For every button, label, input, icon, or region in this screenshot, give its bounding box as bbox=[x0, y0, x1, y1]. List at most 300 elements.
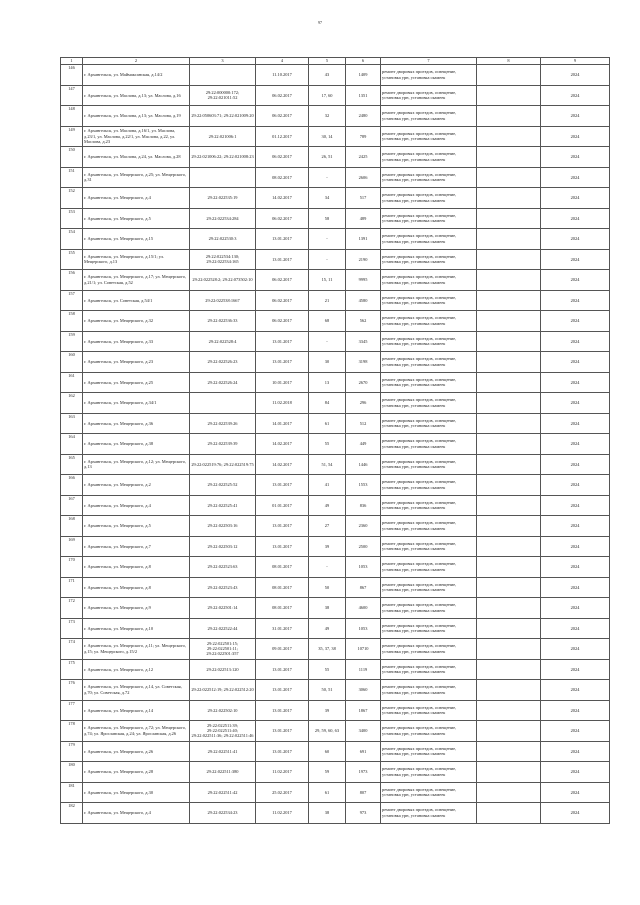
cadastral-cell: 29:22:022538:1667 bbox=[190, 290, 256, 311]
date-cell: 08.02.2017 bbox=[256, 167, 309, 188]
table-row bbox=[61, 454, 610, 475]
row-number: 150 bbox=[61, 147, 83, 168]
date-cell: 06.02.2017 bbox=[256, 147, 309, 168]
year-cell: 2024 bbox=[541, 311, 610, 332]
cadastral-cell: 29:22:022523:43 bbox=[190, 577, 256, 598]
date-cell: 11.02.2017 bbox=[256, 762, 309, 783]
number-cell: 49 bbox=[309, 495, 346, 516]
date-cell: 13.01.2017 bbox=[256, 475, 309, 496]
area-cell: 1409 bbox=[346, 65, 381, 86]
table-row bbox=[61, 762, 610, 783]
cadastral-cell: 29:22:022512:19; 29:22:022512:20 bbox=[190, 680, 256, 701]
works-cell: ремонт дворовых проездов, освещение, установка урн, установка скамеек bbox=[381, 536, 477, 557]
address-cell: г. Архангельск, ул. Мещерского, д.30 bbox=[83, 782, 190, 803]
table-row bbox=[61, 311, 610, 332]
address-cell: г. Архангельск, ул. Мещерского, д.15 bbox=[83, 229, 190, 250]
year-cell: 2024 bbox=[541, 803, 610, 824]
row-number: 162 bbox=[61, 393, 83, 414]
year-cell: 2024 bbox=[541, 639, 610, 660]
header-cell: 2 bbox=[83, 58, 190, 65]
notes-cell bbox=[477, 85, 541, 106]
notes-cell bbox=[477, 413, 541, 434]
date-cell: 25.02.2017 bbox=[256, 782, 309, 803]
notes-cell bbox=[477, 290, 541, 311]
area-cell: 1053 bbox=[346, 557, 381, 578]
area-cell: 1867 bbox=[346, 700, 381, 721]
number-cell: 55 bbox=[309, 659, 346, 680]
works-cell: ремонт дворовых проездов, освещение, установка урн, установка скамеек bbox=[381, 249, 477, 270]
address-cell: г. Архангельск, ул. Мещерского, д.25; ул. Мещерского, д.31 bbox=[83, 167, 190, 188]
table-row bbox=[61, 167, 610, 188]
works-cell: ремонт дворовых проездов, освещение, установка урн, установка скамеек bbox=[381, 454, 477, 475]
cadastral-cell: 29:22:022539:39 bbox=[190, 434, 256, 455]
table-row bbox=[61, 249, 610, 270]
works-cell: ремонт дворовых проездов, освещение, установка урн, установка скамеек bbox=[381, 741, 477, 762]
header-row bbox=[61, 58, 610, 65]
table-row bbox=[61, 741, 610, 762]
area-cell: 296 bbox=[346, 393, 381, 414]
table-row bbox=[61, 372, 610, 393]
works-cell: ремонт дворовых проездов, освещение, установка урн, установка скамеек bbox=[381, 290, 477, 311]
area-cell: 3060 bbox=[346, 680, 381, 701]
area-cell: 489 bbox=[346, 208, 381, 229]
works-cell: ремонт дворовых проездов, освещение, установка урн, установка скамеек bbox=[381, 803, 477, 824]
table-row bbox=[61, 229, 610, 250]
year-cell: 2024 bbox=[541, 188, 610, 209]
cadastral-cell: 29:22:022511:42 bbox=[190, 782, 256, 803]
table-row bbox=[61, 598, 610, 619]
year-cell: 2024 bbox=[541, 454, 610, 475]
date-cell: 11.10.2017 bbox=[256, 65, 309, 86]
cadastral-cell: 29:22:022525:52 bbox=[190, 475, 256, 496]
year-cell: 2024 bbox=[541, 249, 610, 270]
year-cell: 2024 bbox=[541, 434, 610, 455]
row-number: 157 bbox=[61, 290, 83, 311]
works-cell: ремонт дворовых проездов, освещение, установка урн, установка скамеек bbox=[381, 618, 477, 639]
notes-cell bbox=[477, 639, 541, 660]
notes-cell bbox=[477, 700, 541, 721]
notes-cell bbox=[477, 270, 541, 291]
date-cell: 06.02.2017 bbox=[256, 208, 309, 229]
notes-cell bbox=[477, 311, 541, 332]
year-cell: 2024 bbox=[541, 65, 610, 86]
notes-cell bbox=[477, 577, 541, 598]
notes-cell bbox=[477, 536, 541, 557]
cadastral-cell: 29:22:022534:130; 29:22:022534:165 bbox=[190, 249, 256, 270]
notes-cell bbox=[477, 372, 541, 393]
table-row bbox=[61, 331, 610, 352]
works-cell: ремонт дворовых проездов, освещение, установка урн, установка скамеек bbox=[381, 721, 477, 742]
area-cell: 1553 bbox=[346, 475, 381, 496]
year-cell: 2024 bbox=[541, 393, 610, 414]
table-row bbox=[61, 700, 610, 721]
works-cell: ремонт дворовых проездов, освещение, установка урн, установка скамеек bbox=[381, 106, 477, 127]
cadastral-cell: 29:22:021006:1 bbox=[190, 126, 256, 147]
notes-cell bbox=[477, 803, 541, 824]
number-cell: 30 bbox=[309, 352, 346, 373]
works-cell: ремонт дворовых проездов, освещение, установка урн, установка скамеек bbox=[381, 393, 477, 414]
notes-cell bbox=[477, 126, 541, 147]
area-cell: 512 bbox=[346, 413, 381, 434]
area-cell: 1446 bbox=[346, 454, 381, 475]
year-cell: 2024 bbox=[541, 372, 610, 393]
notes-cell bbox=[477, 167, 541, 188]
year-cell: 2024 bbox=[541, 659, 610, 680]
number-cell: 58 bbox=[309, 208, 346, 229]
area-cell: 4580 bbox=[346, 290, 381, 311]
row-number: 148 bbox=[61, 106, 83, 127]
area-cell: 2670 bbox=[346, 372, 381, 393]
table-row bbox=[61, 577, 610, 598]
row-number: 181 bbox=[61, 782, 83, 803]
number-cell: 29, 59, 60, 63 bbox=[309, 721, 346, 742]
year-cell: 2024 bbox=[541, 352, 610, 373]
header-cell: 1 bbox=[61, 58, 83, 65]
notes-cell bbox=[477, 721, 541, 742]
number-cell: 15, 11 bbox=[309, 270, 346, 291]
row-number: 169 bbox=[61, 536, 83, 557]
row-number: 177 bbox=[61, 700, 83, 721]
area-cell: 2360 bbox=[346, 516, 381, 537]
works-cell: ремонт дворовых проездов, освещение, установка урн, установка скамеек bbox=[381, 516, 477, 537]
address-cell: г. Архангельск, ул. Маслова, д.16/1, ул. Маслова, д.23/1, ул. Маслова, д.22/1, ул. Маслова, д.22, ул. Маслова, д.23 bbox=[83, 126, 190, 147]
date-cell: 01.12.2017 bbox=[256, 126, 309, 147]
address-cell: г. Архангельск, ул. Мещерского, д.12; ул. Мещерского, д.13 bbox=[83, 454, 190, 475]
row-number: 166 bbox=[61, 475, 83, 496]
number-cell: 61 bbox=[309, 413, 346, 434]
number-cell: 51, 54 bbox=[309, 454, 346, 475]
row-number: 163 bbox=[61, 413, 83, 434]
number-cell: 61 bbox=[309, 782, 346, 803]
row-number: 168 bbox=[61, 516, 83, 537]
row-number: 182 bbox=[61, 803, 83, 824]
row-number: 159 bbox=[61, 331, 83, 352]
notes-cell bbox=[477, 598, 541, 619]
table-row bbox=[61, 680, 610, 701]
works-cell: ремонт дворовых проездов, освещение, установка урн, установка скамеек bbox=[381, 147, 477, 168]
number-cell: 32 bbox=[309, 106, 346, 127]
notes-cell bbox=[477, 352, 541, 373]
table-body bbox=[61, 65, 610, 824]
notes-cell bbox=[477, 208, 541, 229]
area-cell: 517 bbox=[346, 188, 381, 209]
row-number: 154 bbox=[61, 229, 83, 250]
date-cell: 11.02.2017 bbox=[256, 803, 309, 824]
cadastral-cell: 29:22:022528:4 bbox=[190, 331, 256, 352]
notes-cell bbox=[477, 680, 541, 701]
date-cell: 06.02.2017 bbox=[256, 311, 309, 332]
table-row bbox=[61, 106, 610, 127]
address-cell: г. Архангельск, ул. Мещерского, д.8 bbox=[83, 577, 190, 598]
table-row bbox=[61, 413, 610, 434]
cadastral-cell: 29:22:022513:120 bbox=[190, 659, 256, 680]
table-row bbox=[61, 557, 610, 578]
number-cell: 34 bbox=[309, 188, 346, 209]
area-cell: 449 bbox=[346, 434, 381, 455]
address-cell: г. Архангельск, ул. Мещерского, д.14, ул. Советская, д.70; ул. Советская, д.72 bbox=[83, 680, 190, 701]
row-number: 146 bbox=[61, 65, 83, 86]
address-cell: г. Архангельск, ул. Мещерского, д.5 bbox=[83, 516, 190, 537]
table-row bbox=[61, 393, 610, 414]
cadastral-cell: 29:22:022536:33 bbox=[190, 311, 256, 332]
works-cell: ремонт дворовых проездов, освещение, установка урн, установка скамеек bbox=[381, 434, 477, 455]
row-number: 173 bbox=[61, 618, 83, 639]
area-cell: 1351 bbox=[346, 85, 381, 106]
area-cell: 789 bbox=[346, 126, 381, 147]
number-cell: 84 bbox=[309, 393, 346, 414]
year-cell: 2024 bbox=[541, 475, 610, 496]
year-cell: 2024 bbox=[541, 700, 610, 721]
cadastral-cell: 29:22:022535:19 bbox=[190, 188, 256, 209]
cadastral-cell bbox=[190, 167, 256, 188]
table-row bbox=[61, 782, 610, 803]
cadastral-cell: 29:22:022501:15; 29:22:022501:11; 29:22:022501:357 bbox=[190, 639, 256, 660]
year-cell: 2024 bbox=[541, 680, 610, 701]
year-cell: 2024 bbox=[541, 290, 610, 311]
area-cell: 2190 bbox=[346, 249, 381, 270]
notes-cell bbox=[477, 495, 541, 516]
number-cell: 41 bbox=[309, 475, 346, 496]
address-cell: г. Архангельск, ул. Мещерского, д.26 bbox=[83, 741, 190, 762]
date-cell: 13.01.2017 bbox=[256, 659, 309, 680]
notes-cell bbox=[477, 782, 541, 803]
area-cell: 867 bbox=[346, 577, 381, 598]
row-number: 174 bbox=[61, 639, 83, 660]
area-cell: 2425 bbox=[346, 147, 381, 168]
cadastral-cell bbox=[190, 393, 256, 414]
table-row bbox=[61, 126, 610, 147]
year-cell: 2024 bbox=[541, 762, 610, 783]
table-row bbox=[61, 188, 610, 209]
address-cell: г. Архангельск, ул. Мещерского, д.15/1; ул. Мещерского, д.13 bbox=[83, 249, 190, 270]
row-number: 167 bbox=[61, 495, 83, 516]
works-cell: ремонт дворовых проездов, освещение, установка урн, установка скамеек bbox=[381, 577, 477, 598]
number-cell: - bbox=[309, 331, 346, 352]
cadastral-cell: 29:22:022526:24 bbox=[190, 372, 256, 393]
table-row bbox=[61, 352, 610, 373]
notes-cell bbox=[477, 659, 541, 680]
cadastral-cell: 29:22:022534:23 bbox=[190, 803, 256, 824]
date-cell: 13.01.2017 bbox=[256, 229, 309, 250]
cadastral-cell: 29:22:022522:44 bbox=[190, 618, 256, 639]
header-cell: 3 bbox=[190, 58, 256, 65]
cadastral-cell: 29:22:021006:22; 29:22:021008:23 bbox=[190, 147, 256, 168]
table-row bbox=[61, 495, 610, 516]
year-cell: 2024 bbox=[541, 536, 610, 557]
works-cell: ремонт дворовых проездов, освещение, установка урн, установка скамеек bbox=[381, 208, 477, 229]
year-cell: 2024 bbox=[541, 85, 610, 106]
yards-table bbox=[60, 57, 610, 824]
cadastral-cell bbox=[190, 65, 256, 86]
year-cell: 2024 bbox=[541, 270, 610, 291]
area-cell: 3198 bbox=[346, 352, 381, 373]
header-cell: 9 bbox=[541, 58, 610, 65]
notes-cell bbox=[477, 762, 541, 783]
notes-cell bbox=[477, 249, 541, 270]
address-cell: г. Архангельск, ул. Мещерского, д.4 bbox=[83, 495, 190, 516]
area-cell: 3345 bbox=[346, 331, 381, 352]
notes-cell bbox=[477, 434, 541, 455]
works-cell: ремонт дворовых проездов, освещение, установка урн, установка скамеек bbox=[381, 413, 477, 434]
cadastral-cell: 29:22:022528:2; 29:22:073502:10 bbox=[190, 270, 256, 291]
notes-cell bbox=[477, 741, 541, 762]
date-cell: 14.02.2017 bbox=[256, 188, 309, 209]
row-number: 160 bbox=[61, 352, 83, 373]
address-cell: г. Архангельск, ул. Мещерского, д.14 bbox=[83, 700, 190, 721]
address-cell: г. Архангельск, ул. Мещерского, д.9 bbox=[83, 598, 190, 619]
date-cell: 13.01.2017 bbox=[256, 516, 309, 537]
works-cell: ремонт дворовых проездов, освещение, установка урн, установка скамеек bbox=[381, 331, 477, 352]
date-cell: 06.02.2017 bbox=[256, 290, 309, 311]
works-cell: ремонт дворовых проездов, освещение, установка урн, установка скамеек bbox=[381, 372, 477, 393]
row-number: 151 bbox=[61, 167, 83, 188]
cadastral-cell: 29:22:022503:12 bbox=[190, 536, 256, 557]
date-cell: 13.01.2017 bbox=[256, 249, 309, 270]
row-number: 180 bbox=[61, 762, 83, 783]
date-cell: 01.01.2017 bbox=[256, 495, 309, 516]
works-cell: ремонт дворовых проездов, освещение, установка урн, установка скамеек bbox=[381, 782, 477, 803]
year-cell: 2024 bbox=[541, 147, 610, 168]
table-row bbox=[61, 85, 610, 106]
address-cell: г. Архангельск, ул. Маслова, д.24, ул. Маслова, д.28 bbox=[83, 147, 190, 168]
notes-cell bbox=[477, 188, 541, 209]
area-cell: 691 bbox=[346, 741, 381, 762]
row-number: 155 bbox=[61, 249, 83, 270]
area-cell: 836 bbox=[346, 495, 381, 516]
header-cell: 4 bbox=[256, 58, 309, 65]
works-cell: ремонт дворовых проездов, освещение, установка урн, установка скамеек bbox=[381, 598, 477, 619]
address-cell: г. Архангельск, ул. Мещерского, д.11; ул. Мещерского, д.15; ул. Мещерского, д.15/2 bbox=[83, 639, 190, 660]
notes-cell bbox=[477, 147, 541, 168]
date-cell: 13.01.2017 bbox=[256, 721, 309, 742]
cadastral-cell: 29:22:022534:284 bbox=[190, 208, 256, 229]
header-cell: 5 bbox=[309, 58, 346, 65]
cadastral-cell: 29:22:022511:41 bbox=[190, 741, 256, 762]
row-number: 172 bbox=[61, 598, 83, 619]
notes-cell bbox=[477, 229, 541, 250]
row-number: 152 bbox=[61, 188, 83, 209]
date-cell: 08.01.2017 bbox=[256, 577, 309, 598]
number-cell: 39 bbox=[309, 700, 346, 721]
number-cell: 49 bbox=[309, 618, 346, 639]
date-cell: 14.02.2017 bbox=[256, 434, 309, 455]
address-cell: г. Архангельск, ул. Мещерского, д.2 bbox=[83, 475, 190, 496]
works-cell: ремонт дворовых проездов, освещение, установка урн, установка скамеек bbox=[381, 188, 477, 209]
works-cell: ремонт дворовых проездов, освещение, установка урн, установка скамеек bbox=[381, 311, 477, 332]
year-cell: 2024 bbox=[541, 229, 610, 250]
address-cell: г. Архангельск, ул. Мещерского, д.32 bbox=[83, 311, 190, 332]
works-cell: ремонт дворовых проездов, освещение, установка урн, установка скамеек bbox=[381, 557, 477, 578]
table-row bbox=[61, 65, 610, 86]
cadastral-cell: 29:22:022539:26 bbox=[190, 413, 256, 434]
row-number: 153 bbox=[61, 208, 83, 229]
year-cell: 2024 bbox=[541, 618, 610, 639]
notes-cell bbox=[477, 106, 541, 127]
row-number: 156 bbox=[61, 270, 83, 291]
number-cell: 55 bbox=[309, 434, 346, 455]
date-cell: 06.02.2017 bbox=[256, 106, 309, 127]
area-cell: 3400 bbox=[346, 721, 381, 742]
year-cell: 2024 bbox=[541, 331, 610, 352]
area-cell: 1973 bbox=[346, 762, 381, 783]
address-cell: г. Архангельск, ул. Мещерского, д.33 bbox=[83, 331, 190, 352]
area-cell: 1119 bbox=[346, 659, 381, 680]
year-cell: 2024 bbox=[541, 516, 610, 537]
year-cell: 2024 bbox=[541, 721, 610, 742]
address-cell: г. Архангельск, ул. Мещерского, д.5 bbox=[83, 208, 190, 229]
works-cell: ремонт дворовых проездов, освещение, установка урн, установка скамеек bbox=[381, 700, 477, 721]
table-row bbox=[61, 721, 610, 742]
year-cell: 2024 bbox=[541, 167, 610, 188]
row-number: 176 bbox=[61, 680, 83, 701]
area-cell: 2480 bbox=[346, 106, 381, 127]
area-cell: 973 bbox=[346, 803, 381, 824]
address-cell: г. Архангельск, ул. Мещерского, д.4 bbox=[83, 188, 190, 209]
cadastral-cell: 29:22:022511:39; 29:22:022511:40; 29:22:022511:36; 29:22:022511:46 bbox=[190, 721, 256, 742]
cadastral-cell: 29:22:022501:14 bbox=[190, 598, 256, 619]
year-cell: 2024 bbox=[541, 598, 610, 619]
date-cell: 14.02.2017 bbox=[256, 454, 309, 475]
cadastral-cell: 29:22:022526:23 bbox=[190, 352, 256, 373]
date-cell: 08.01.2017 bbox=[256, 598, 309, 619]
row-number: 158 bbox=[61, 311, 83, 332]
notes-cell bbox=[477, 331, 541, 352]
row-number: 164 bbox=[61, 434, 83, 455]
table-row bbox=[61, 659, 610, 680]
address-cell: г. Архангельск, ул. Мещерского, д.38 bbox=[83, 434, 190, 455]
year-cell: 2024 bbox=[541, 106, 610, 127]
works-cell: ремонт дворовых проездов, освещение, установка урн, установка скамеек bbox=[381, 680, 477, 701]
cadastral-cell: 29:22:022511:380 bbox=[190, 762, 256, 783]
date-cell: 13.01.2017 bbox=[256, 741, 309, 762]
row-number: 178 bbox=[61, 721, 83, 742]
address-cell: г. Архангельск, ул. Мещерского, д.34/1 bbox=[83, 393, 190, 414]
date-cell: 31.01.2017 bbox=[256, 618, 309, 639]
area-cell: 1391 bbox=[346, 229, 381, 250]
address-cell: г. Архангельск, ул. Мещерского, д.10 bbox=[83, 618, 190, 639]
row-number: 175 bbox=[61, 659, 83, 680]
address-cell: г. Архангельск, ул. Мещерского, д.4 bbox=[83, 803, 190, 824]
area-cell: 807 bbox=[346, 782, 381, 803]
header-cell: 7 bbox=[381, 58, 477, 65]
year-cell: 2024 bbox=[541, 126, 610, 147]
year-cell: 2024 bbox=[541, 557, 610, 578]
table-row bbox=[61, 270, 610, 291]
year-cell: 2024 bbox=[541, 413, 610, 434]
number-cell: 38 bbox=[309, 803, 346, 824]
address-cell: г. Архангельск, ул. Мещерского, д.17; ул. Мещерского, д.21/1; ул. Советская, д.52 bbox=[83, 270, 190, 291]
address-cell: г. Архангельск, ул. Мещерского, д.12 bbox=[83, 659, 190, 680]
works-cell: ремонт дворовых проездов, освещение, установка урн, установка скамеек bbox=[381, 639, 477, 660]
number-cell: - bbox=[309, 557, 346, 578]
works-cell: ремонт дворовых проездов, освещение, установка урн, установка скамеек bbox=[381, 126, 477, 147]
row-number: 147 bbox=[61, 85, 83, 106]
table-row bbox=[61, 618, 610, 639]
notes-cell bbox=[477, 475, 541, 496]
cadastral-cell: 29:22:022523:63 bbox=[190, 557, 256, 578]
date-cell: 13.01.2017 bbox=[256, 331, 309, 352]
address-cell: г. Архангельск, ул. Мещерского, д.36 bbox=[83, 413, 190, 434]
date-cell: 13.01.2017 bbox=[256, 680, 309, 701]
row-number: 171 bbox=[61, 577, 83, 598]
date-cell: 14.01.2017 bbox=[256, 413, 309, 434]
date-cell: 13.01.2017 bbox=[256, 536, 309, 557]
number-cell: 27 bbox=[309, 516, 346, 537]
works-cell: ремонт дворовых проездов, освещение, установка урн, установка скамеек bbox=[381, 167, 477, 188]
date-cell: 06.02.2017 bbox=[256, 85, 309, 106]
table-row bbox=[61, 434, 610, 455]
address-cell: г. Архангельск, ул. Мещерского, д.23 bbox=[83, 352, 190, 373]
